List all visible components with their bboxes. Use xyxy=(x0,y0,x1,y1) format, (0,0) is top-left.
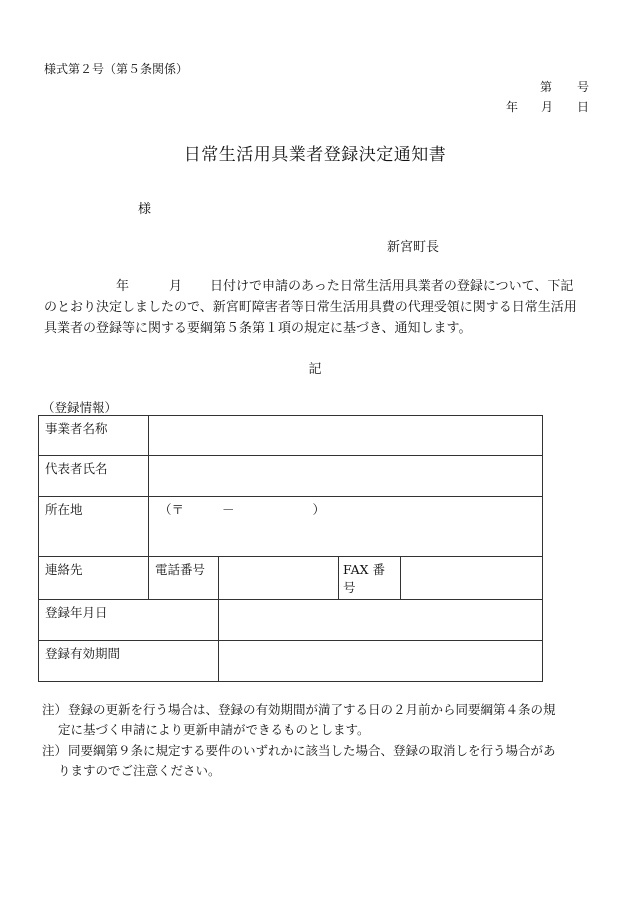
business-name-label: 事業者名称 xyxy=(39,416,149,456)
notes xyxy=(44,700,604,782)
validity-period-label: 登録有効期間 xyxy=(39,641,219,682)
body-line-1-text: 日付けで申請のあった日常生活用具業者の登録について、下記 xyxy=(210,279,574,294)
note-item xyxy=(44,700,604,740)
registration-date-value xyxy=(219,600,543,641)
date-day-label: 日 xyxy=(577,100,590,114)
address-label: 所在地 xyxy=(39,497,149,557)
fax-value xyxy=(401,557,543,600)
note-item xyxy=(44,741,604,781)
representative-value xyxy=(149,456,543,497)
table-row-business-name xyxy=(39,416,543,456)
fax-label: FAX 番号 xyxy=(339,557,401,600)
address-value xyxy=(149,497,543,557)
body-line-1 xyxy=(44,276,592,297)
phone-label: 電話番号 xyxy=(149,557,219,600)
representative-label: 代表者氏名 xyxy=(39,456,149,497)
note-line: 同要綱第９条に規定する要件のいずれかに該当した場合、登録の取消しを行う場合があ xyxy=(68,743,556,758)
note-line: 定に基づく申請により更新申請ができるものとします。 xyxy=(58,722,370,737)
addressee-suffix: 様 xyxy=(138,202,152,217)
note-mark: 注） xyxy=(42,702,68,717)
table-row-representative xyxy=(39,456,543,497)
body-year: 年 xyxy=(116,279,130,294)
ki-heading: 記 xyxy=(308,362,322,377)
number-dai-label: 第 xyxy=(540,80,553,94)
postal-close: ） xyxy=(312,502,326,517)
body-month: 月 xyxy=(169,279,183,294)
date-year-label: 年 xyxy=(506,100,519,114)
postal-open: （〒 xyxy=(159,502,185,517)
date-month-label: 月 xyxy=(541,100,554,114)
number-go-label: 号 xyxy=(577,80,590,94)
table-row-contact xyxy=(39,557,543,600)
registration-date-label: 登録年月日 xyxy=(39,600,219,641)
document-title: 日常生活用具業者登録決定通知書 xyxy=(183,145,447,165)
phone-value xyxy=(219,557,339,600)
table-row-registration-date xyxy=(39,600,543,641)
body-paragraph xyxy=(44,276,592,339)
business-name-value xyxy=(149,416,543,456)
table-row-validity-period xyxy=(39,641,543,682)
registration-section-title: （登録情報） xyxy=(42,400,118,415)
sender-name: 新宮町長 xyxy=(387,240,440,255)
note-line: 登録の更新を行う場合は、登録の有効期間が満了する日の２月前から同要綱第４条の規 xyxy=(68,702,556,717)
validity-period-value xyxy=(219,641,543,682)
table-row-address xyxy=(39,497,543,557)
body-line-2: のとおり決定しましたので、新宮町障害者等日常生活用具費の代理受領に関する日常生活用 xyxy=(44,300,577,315)
body-line-3: 具業者の登録等に関する要綱第５条第１項の規定に基づき、通知します。 xyxy=(44,321,472,336)
registration-table xyxy=(38,415,543,682)
form-number: 様式第２号（第５条関係） xyxy=(44,62,189,76)
postal-dash: － xyxy=(222,502,235,517)
note-line: りますのでご注意ください。 xyxy=(58,763,221,778)
note-mark: 注） xyxy=(42,743,68,758)
contact-label: 連絡先 xyxy=(39,557,149,600)
